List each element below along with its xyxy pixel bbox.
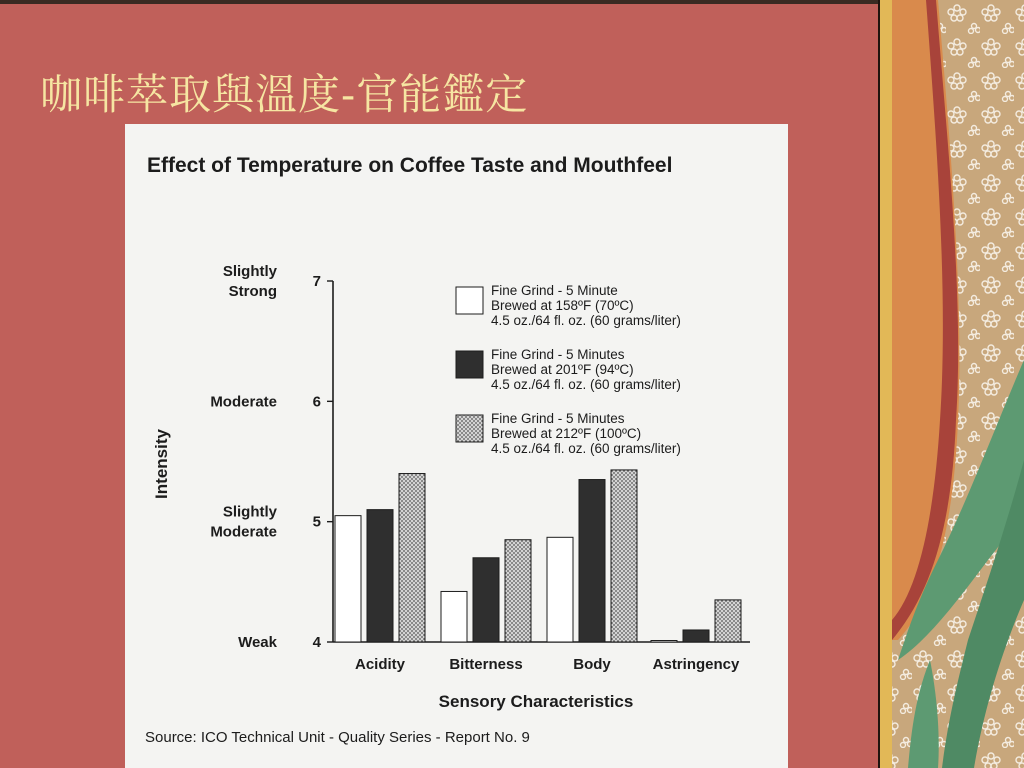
legend-entry: 4.5 oz./64 fl. oz. (60 grams/liter) [491,313,681,328]
bar [399,474,425,642]
legend-entry: Brewed at 158ºF (70ºC) [491,298,634,313]
slide-title: 咖啡萃取與溫度-官能鑑定 [40,70,529,119]
y-tick-label: 5 [312,513,321,531]
legend-entry: Brewed at 201ºF (94ºC) [491,362,634,377]
x-tick-label: Bitterness [449,656,523,673]
legend-swatch [456,287,483,314]
y-tick-name: Moderate [210,393,277,411]
chart-figure [125,124,788,768]
x-tick-label: Body [573,656,611,673]
bar [651,641,677,643]
legend-entry: Fine Grind - 5 Minutes [491,347,625,362]
y-tick-name: Moderate [210,523,277,541]
legend-entry: Fine Grind - 5 Minutes [491,411,625,426]
legend-swatch [456,415,483,442]
y-tick-label: 4 [312,634,321,651]
y-tick-label: 6 [312,393,321,411]
legend-swatch [456,351,483,378]
bar [683,630,709,642]
top-border [0,0,1024,4]
x-tick-label: Astringency [652,656,740,673]
x-axis-title: Sensory Characteristics [438,692,634,711]
bar [611,470,637,642]
bar [441,591,467,642]
bar [547,537,573,642]
y-tick-name: Weak [238,634,277,651]
bar [505,540,531,642]
legend-entry: Fine Grind - 5 Minute [491,283,618,298]
y-tick-name: Slightly [222,503,277,521]
legend-entry: Brewed at 212ºF (100ºC) [491,426,642,441]
x-tick-label: Acidity [354,656,406,673]
legend-entry: 4.5 oz./64 fl. oz. (60 grams/liter) [491,377,681,392]
y-axis-title: Intensity [152,429,171,499]
chart-title: Effect of Temperature on Coffee Taste and Mouthfeel [147,154,673,177]
bar [715,600,741,642]
source-note: Source: ICO Technical Unit - Quality Series - Report No. 9 [145,729,530,746]
bar-chart [125,124,788,768]
y-tick-name: Strong [228,283,277,300]
decorative-border-strip [878,0,1024,768]
y-tick-label: 7 [312,273,321,290]
bar [335,516,361,642]
y-tick-name: Slightly [222,263,277,280]
bar [473,558,499,642]
bar [367,510,393,642]
legend-entry: 4.5 oz./64 fl. oz. (60 grams/liter) [491,441,681,456]
bar [579,480,605,642]
